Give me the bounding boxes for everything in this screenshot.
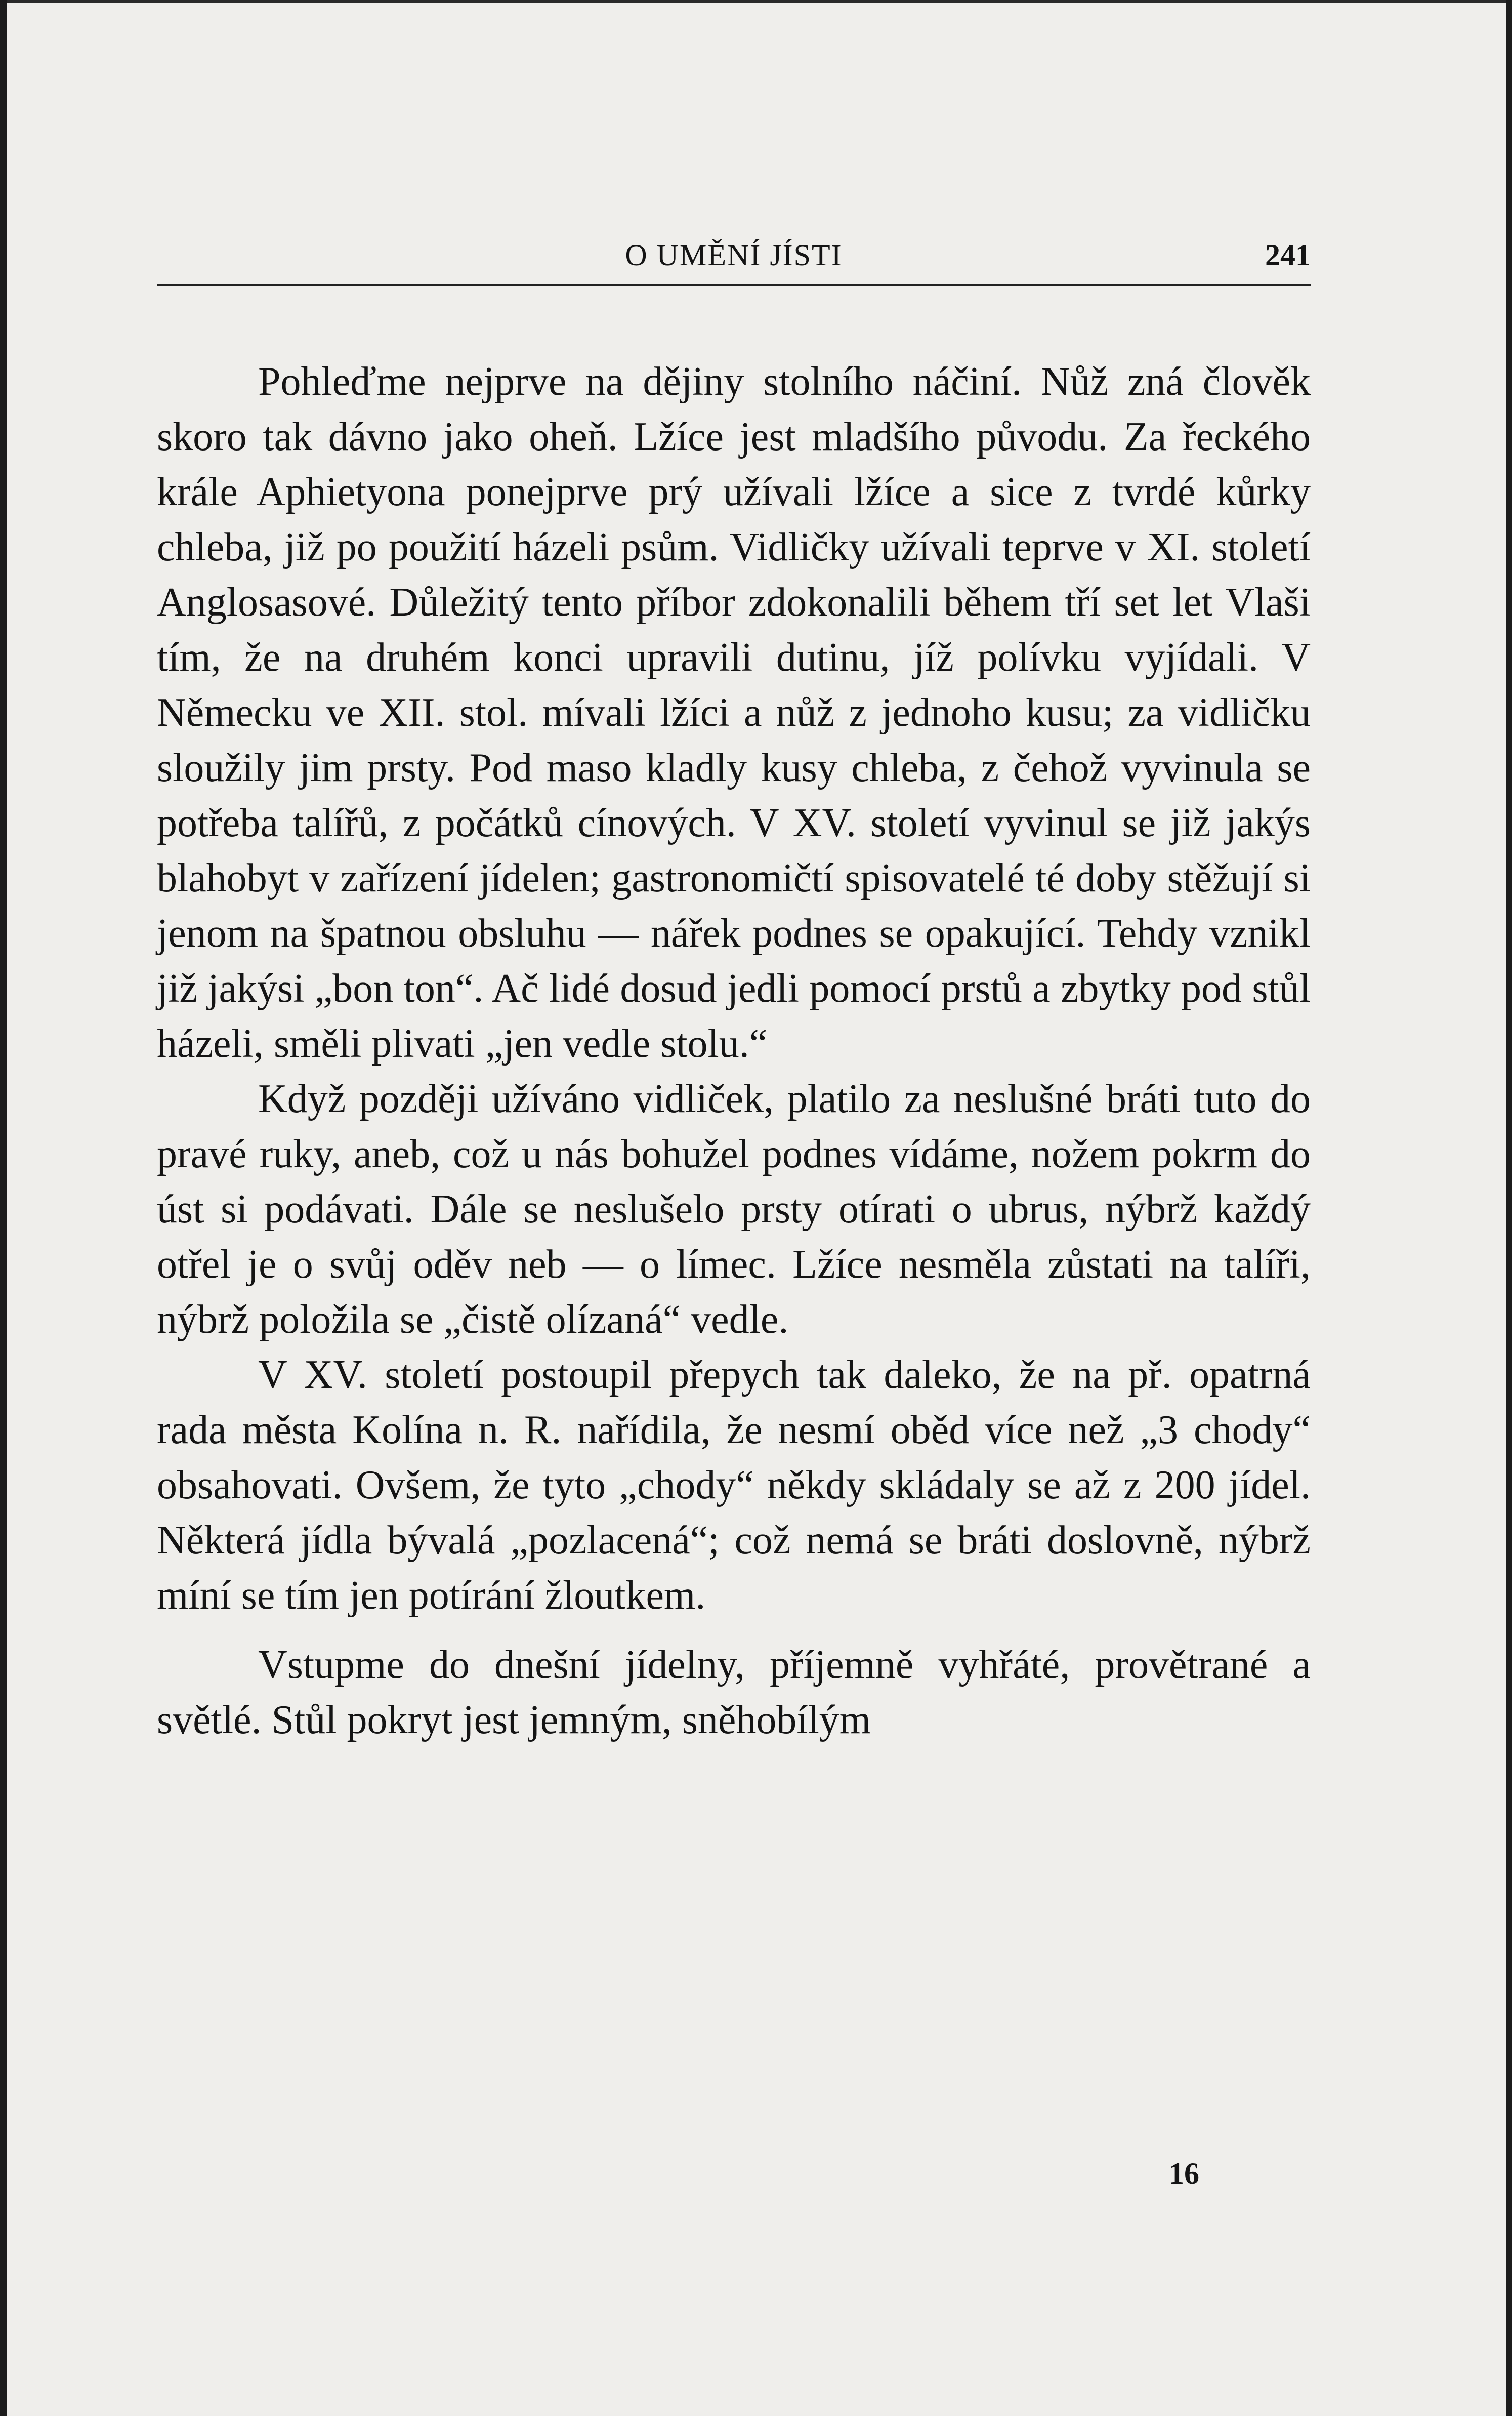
book-page — [157, 238, 1311, 1742]
paragraph: Když později užíváno vidliček, platilo za neslušné bráti tuto do pravé ruky, aneb, což u nás bohužel podnes vídáme, nožem pokrm do úst si podávati. Dále se neslušelo prsty otírati o ubrus, nýbrž každý otřel je o svůj oděv neb — o límec. Lžíce nesměla zůstati na talíři, nýbrž položila se „čistě olízaná“ vedle. — [157, 1077, 1311, 1342]
running-head — [157, 238, 1311, 289]
scan-edge-left — [0, 0, 7, 2416]
running-title: O UMĚNÍ JÍSTI — [625, 238, 843, 272]
paragraph: Pohleďme nejprve na dějiny stolního náčiní. Nůž zná člověk skoro tak dávno jako oheň. Lžíce jest mladšího původu. Za řeckého krále Aphietyona ponejprve prý užívali lžíce a sice z tvrdé kůrky chleba, již po použití házeli psům. Vidličky užívali teprve v XI. století Anglosasové. Důležitý tento příbor zdokonalili během tří set let Vlaši tím, že na druhém konci upravili dutinu, jíž polívku vyjídali. V Německu ve XII. stol. mívali lžíci a nůž z jednoho kusu; za vidličku sloužily jim prsty. Pod maso kladly kusy chleba, z čehož vyvinula se potřeba talířů, z počátků cínových. V XV. století vyvinul se již jakýs blahobyt v zařízení jídelen; gastronomičtí spisovatelé té doby stěžují si jenom na špatnou obsluhu — nářek podnes se opakující. Tehdy vznikl již jakýsi „bon ton“. Ač lidé dosud jedli pomocí prstů a zbytky pod stůl házeli, směli plivati „jen vedle stolu.“ — [157, 359, 1311, 1066]
scan-edge-top — [0, 0, 1512, 3]
signature-mark: 16 — [1169, 2157, 1199, 2190]
body-text — [157, 354, 1311, 1748]
header-rule — [157, 284, 1311, 286]
paragraph: V XV. století postoupil přepych tak daleko, že na př. opatrná rada města Kolína n. R. nařídila, že nesmí oběd více než „3 chody“ obsahovati. Ovšem, že tyto „chody“ někdy skládaly se až z 200 jídel. Některá jídla bývalá „pozlacená“; což nemá se bráti doslovně, nýbrž míní se tím jen potírání žloutkem. — [157, 1353, 1311, 1618]
page-number: 241 — [1265, 238, 1311, 272]
scan-edge-right — [1506, 0, 1512, 2416]
paragraph: Vstupme do dnešní jídelny, příjemně vyhřáté, provětrané a světlé. Stůl pokryt jest jemným, sněhobílým — [157, 1643, 1311, 1742]
